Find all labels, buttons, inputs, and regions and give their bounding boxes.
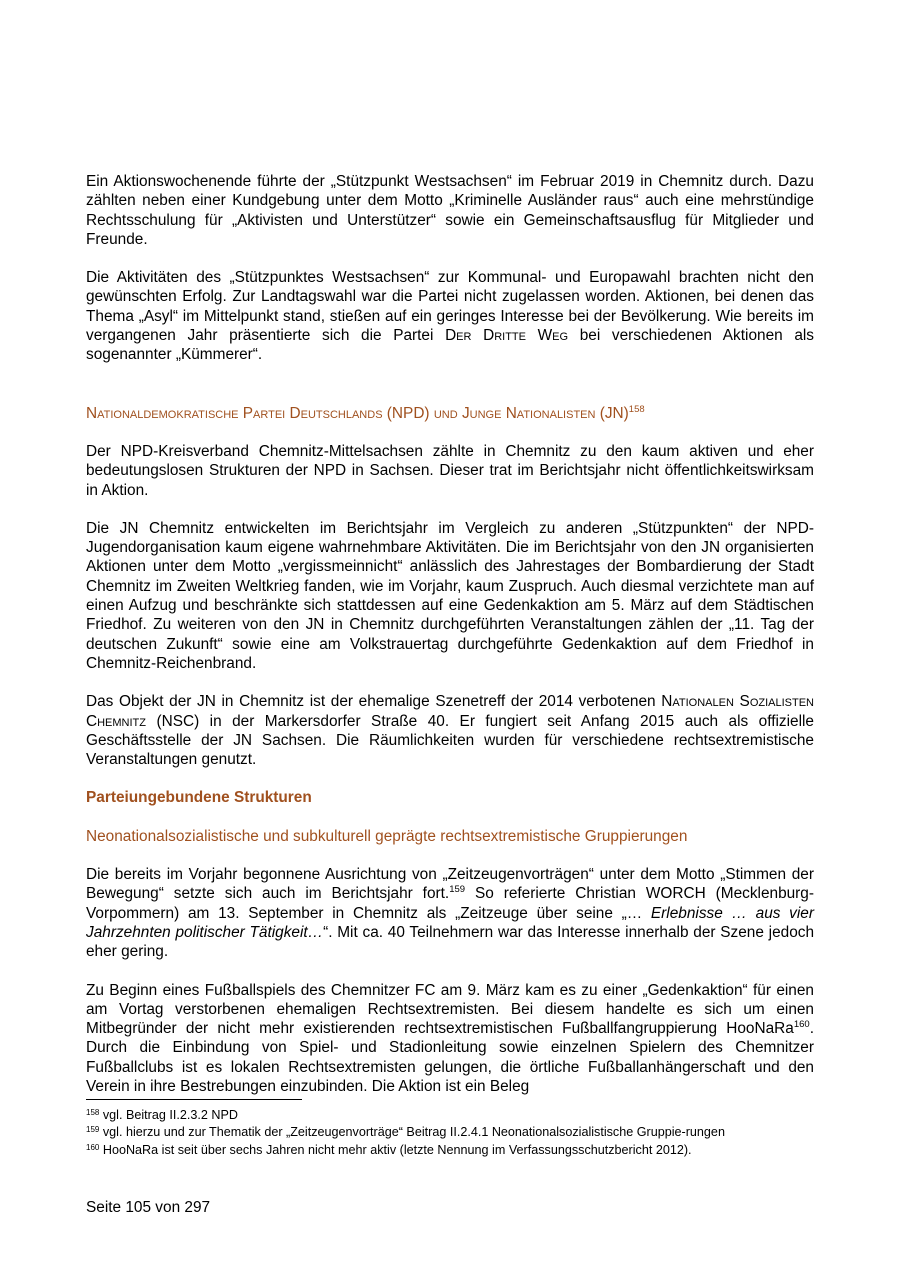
- heading-text: Nationaldemokratische Partei Deutschlands (NPD) und Junge Nationalisten (JN): [86, 404, 629, 422]
- footnote-160: [86, 1143, 814, 1158]
- paragraph-npd-kreisverband: Der NPD-Kreisverband Chemnitz-Mittelsachsen zählte in Chemnitz zu den kaum aktiven und eher bedeutungslosen Strukturen der NPD in Sachsen. Dieser trat im Berichtsjahr nicht öffentlichkeitswirksam in Aktion.: [86, 442, 814, 499]
- paragraph-text: So referierte Christian WORCH (Mecklenburg-Vorpommern) am 13. September in Chemnitz als „Zeitzeuge über seine „…: [86, 885, 814, 922]
- page-number: Seite 105 von 297: [86, 1199, 211, 1216]
- quote-italic: Erlebnisse … aus vier Jahrzehnten politischer Tätigkeit…: [86, 904, 814, 941]
- footnote-158: [86, 1108, 814, 1123]
- footnote-divider: [86, 1099, 302, 1100]
- footnote-159: [86, 1125, 814, 1140]
- heading-parteiungebundene: Parteiungebundene Strukturen: [86, 789, 312, 807]
- organization-name: Nationalen Sozialisten Chemnitz: [86, 693, 814, 730]
- footnote-ref: 159: [449, 884, 466, 896]
- paragraph-text: . Durch die Einbindung von Spiel- und Stadionleitung sowie einzelnen Spielern des Chemnitzer Fußballclubs ist es lokalen Rechtsextremisten gelungen, die örtliche Fußballanhängerschaft und den Verein in ihre Bestrebungen einzubinden. Die Aktion ist ein Beleg: [86, 1020, 814, 1095]
- footnote-ref: 158: [628, 403, 645, 415]
- footnotes: [86, 1099, 814, 1160]
- paragraph-text: bei verschiedenen Aktionen als sogenannter „Kümmerer“.: [86, 327, 815, 364]
- paragraph-zeitzeugen: [86, 865, 814, 961]
- page-body: [86, 172, 814, 1096]
- paragraph-aktionswochenende: Ein Aktionswochenende führte der „Stützpunkt Westsachsen“ im Februar 2019 in Chemnitz durch. Dazu zählten neben einer Kundgebung unter dem Motto „Kriminelle Ausländer raus“ auch eine mehrstündige Rechtsschulung für „Aktivisten und Unterstützer“ sowie ein Gemeinschaftsausflug für Mitglieder und Freunde.: [86, 173, 814, 248]
- footnote-number: 158: [86, 1108, 100, 1117]
- paragraph-aktivitaeten: [86, 268, 814, 364]
- footnote-text: HooNaRa ist seit über sechs Jahren nicht mehr aktiv (letzte Nennung im Verfassungsschutzbericht 2012).: [99, 1142, 692, 1157]
- footnote-number: 159: [86, 1125, 100, 1135]
- paragraph-text: (NSC) in der Markersdorfer Straße 40. Er fungiert seit Anfang 2015 auch als offizielle Geschäftsstelle der JN Sachsen. Die Räumlichkeiten wurden für verschiedene rechtsextremistische Veranstaltungen genutzt.: [86, 712, 814, 769]
- paragraph-fussballspiel: [86, 981, 814, 1097]
- paragraph-jn-chemnitz: Die JN Chemnitz entwickelten im Berichtsjahr im Vergleich zu anderen „Stützpunkten“ der NPD-Jugendorganisation kaum eigene wahrnehmbare Aktivitäten. Die im Berichtsjahr von den JN organisierten Aktionen unter dem Motto „vergissmeinnicht“ anlässlich des Jahrestages der Bombardierung der Stadt Chemnitz im Zweiten Weltkrieg fanden, wie im Vorjahr, kaum Zuspruch. Auch diesmal verzichtete man auf einen Aufzug und beschränkte sich stattdessen auf eine Gedenkaktion am 5. März auf dem Städtischen Friedhof. Zu weiteren von den JN in Chemnitz durchgeführten Veranstaltungen zählen der „11. Tag der deutschen Zukunft“ sowie eine am Volkstrauertag durchgeführte Gedenkaktion auf dem Friedhof in Chemnitz-Reichenbrand.: [86, 519, 814, 672]
- footnote-text: vgl. hierzu und zur Thematik der „Zeitzeugenvorträge“ Beitrag II.2.4.1 Neonationalsozialistische Gruppie-rungen: [99, 1125, 725, 1140]
- footnote-text: vgl. Beitrag II.2.3.2 NPD: [99, 1108, 238, 1122]
- footnote-ref: 160: [793, 1019, 810, 1031]
- paragraph-text: Das Objekt der JN in Chemnitz ist der ehemalige Szenetreff der 2014 verbotenen: [86, 693, 662, 711]
- paragraph-text: Die bereits im Vorjahr begonnene Ausrichtung von „Zeitzeugenvorträgen“ unter dem Motto „Stimmen der Bewegung“ setzte sich auch im Berichtsjahr fort.: [86, 866, 814, 903]
- paragraph-text: Die Aktivitäten des „Stützpunktes Westsachsen“ zur Kommunal- und Europawahl brachten nicht den gewünschten Erfolg. Zur Landtagswahl war die Partei nicht zugelassen worden. Aktionen, bei denen das Thema „Asyl“ im Mittelpunkt stand, stießen auf ein geringes Interesse bei der Bevölkerung. Wie bereits im vergangenen Jahr präsentierte sich die Partei: [86, 269, 814, 345]
- party-name: Der Dritte Weg: [445, 327, 569, 345]
- paragraph-objekt-jn: [86, 692, 814, 769]
- heading-neonationalsozialistische: Neonationalsozialistische und subkulturell geprägte rechtsextremistische Gruppierungen: [86, 827, 688, 845]
- footnote-number: 160: [86, 1142, 100, 1152]
- heading-npd-jn: [86, 404, 814, 423]
- paragraph-text: “. Mit ca. 40 Teilnehmern war das Interesse innerhalb der Szene jedoch eher gering.: [86, 923, 815, 961]
- paragraph-text: Zu Beginn eines Fußballspiels des Chemnitzer FC am 9. März kam es zu einer „Gedenkaktion“ für einen am Vortag verstorbenen ehemaligen Rechtsextremisten. Bei diesem handelte es sich um einen Mitbegründer der nicht mehr existierenden rechtsextremistischen Fußballfangruppierung HooNaRa: [86, 981, 814, 1038]
